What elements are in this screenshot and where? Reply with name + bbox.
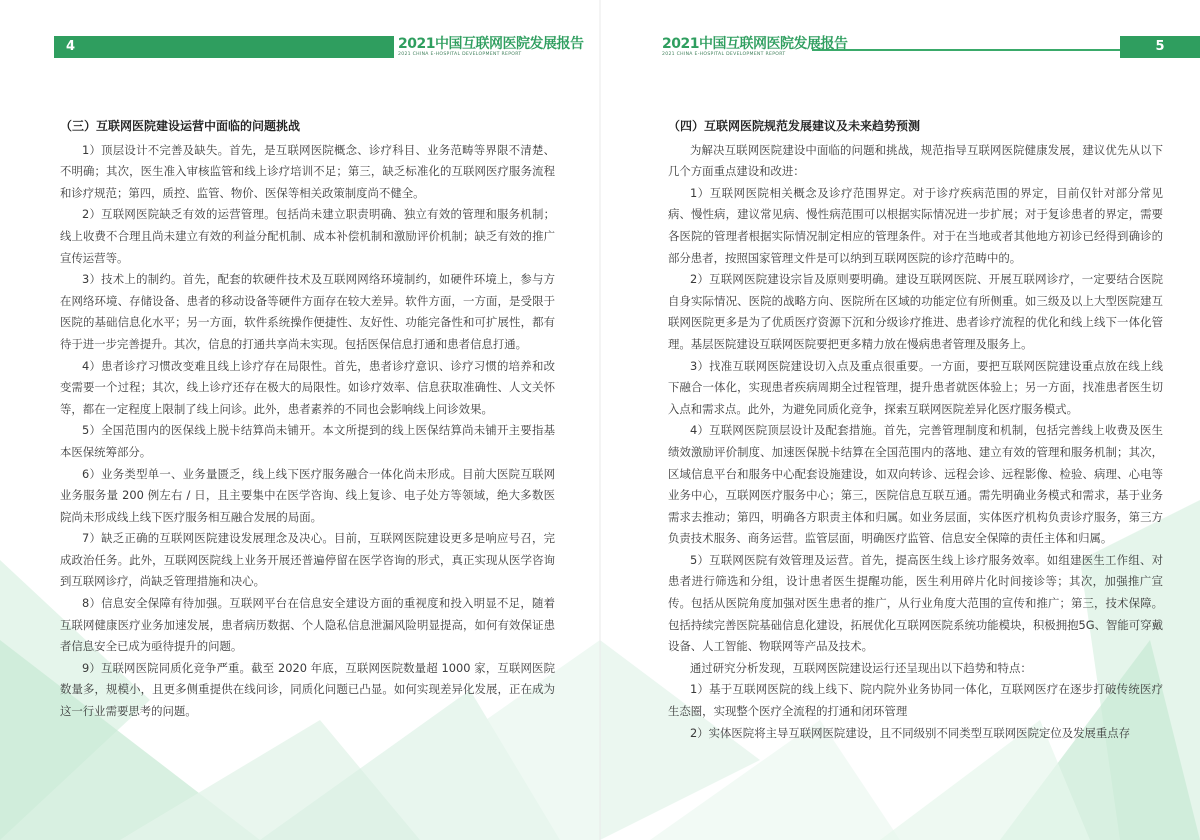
- section-title: （三）互联网医院建设运营中面临的问题挑战: [60, 119, 301, 133]
- section-title: （四）互联网医院规范发展建议及未来趋势预测: [668, 119, 921, 133]
- paragraph: 1）基于互联网医院的线上线下、院内院外业务协同一体化，互联网医疗在逐步打破传统医疗生态圈，实现整个医疗全流程的打通和闭环管理: [668, 682, 1163, 719]
- paragraph: 2）互联网医院建设宗旨及原则要明确。建设互联网医院、开展互联网诊疗，一定要结合医院自身实际情况、医院的战略方向、医院所在区域的功能定位有所侧重。如三级及以上大型医院建互联网医院更多是为了优质医疗资源下沉和分级诊疗推进、患者诊疗流程的优化和线上线下一体化管理。基层医院建设互联网医院要把更多精力放在慢病患者管理及服务上。: [668, 272, 1163, 351]
- paragraph: 6）业务类型单一、业务量匮乏，线上线下医疗服务融合一体化尚未形成。目前大医院互联网业务服务量 200 例左右 / 日，且主要集中在医学咨询、线上复诊、电子处方等领域，绝大多数医院尚未形成线上线下医疗服务相互融合发展的局面。: [60, 466, 555, 524]
- paragraph: 8）信息安全保障有待加强。互联网平台在信息安全建设方面的重视度和投入明显不足，随着互联网健康医疗业务加速发展，患者病历数据、个人隐私信息泄漏风险明显提高，如何有效保证患者信息安全已成为亟待提升的问题。: [60, 596, 555, 654]
- right-body: [668, 116, 1163, 744]
- report-brand: [662, 36, 862, 58]
- brand-title: 2021中国互联网医院发展报告: [398, 36, 584, 52]
- page-number: 5: [1155, 39, 1165, 54]
- paragraph: 2）互联网医院缺乏有效的运营管理。包括尚未建立职责明确、独立有效的管理和服务机制；线上收费不合理且尚未建立有效的利益分配机制、成本补偿机制和激励评价机制；缺乏有效的推广宣传运营等。: [60, 207, 555, 265]
- paragraph: 3）找准互联网医院建设切入点及重点很重要。一方面，要把互联网医院建设重点放在线上线下融合一体化，实现患者疾病周期全过程管理，提升患者就医体验上；另一方面，找准患者医生切入点和需求点。此外，为避免同质化竞争，探索互联网医院差异化医疗服务模式。: [668, 358, 1163, 416]
- paragraph: 7）缺乏正确的互联网医院建设发展理念及决心。目前，互联网医院建设更多是响应号召，完成政治任务。此外，互联网医院线上业务开展还普遍停留在医学咨询的形式，真正实现从医学咨询到互联网诊疗，尚缺乏管理措施和决心。: [60, 531, 555, 589]
- paragraph: 1）互联网医院相关概念及诊疗范围界定。对于诊疗疾病范围的界定，目前仅针对部分常见病、慢性病，建议常见病、慢性病范围可以根据实际情况进一步扩展；对于复诊患者的界定，需要各医院的管理者根据实际情况制定相应的管理条件。对于在当地或者其他地方初诊已经得到确诊的部分患者，按照国家管理文件是可以纳到互联网医院的诊疗范畴中的。: [668, 185, 1163, 265]
- paragraph: 4）患者诊疗习惯改变难且线上诊疗存在局限性。首先，患者诊疗意识、诊疗习惯的培养和改变需要一个过程；其次，线上诊疗还存在极大的局限性。如诊疗效率、信息获取准确性、人文关怀等，都在一定程度上限制了线上问诊。此外，患者素养的不同也会影响线上问诊效果。: [60, 358, 555, 416]
- paragraph: 5）全国范围内的医保线上脱卡结算尚未铺开。本文所提到的线上医保结算尚未铺开主要指基本医保统筹部分。: [60, 423, 555, 459]
- page-number: 4: [66, 39, 76, 54]
- paragraph: 2）实体医院将主导互联网医院建设，且不同级别不同类型互联网医院定位及发展重点存: [690, 725, 1131, 740]
- paragraph: 9）互联网医院同质化竞争严重。截至 2020 年底，互联网医院数量超 1000 家，互联网医院数量多，规模小，且更多侧重提供在线问诊，同质化问题已凸显。如何实现差异化发展，正在成为这一行业需要思考的问题。: [60, 660, 555, 719]
- paragraph: 5）互联网医院有效管理及运营。首先，提高医生线上诊疗服务效率。如组建医生工作组、对患者进行筛选和分组，设计患者医生提醒功能，医生利用碎片化时间接诊等；其次，加强推广宣传。包括从医院角度加强对医生患者的推广，从行业角度大范围的宣传和推广；第三，技术保障。包括持续完善医院基础信息化建设，拓展优化互联网医院系统功能模块，积极拥抱5G、智能可穿戴设备、人工智能、物联网等产品及技术。: [668, 552, 1163, 654]
- paragraph: 通过研究分析发现，互联网医院建设运行还呈现出以下趋势和特点：: [690, 660, 1032, 675]
- brand-title: 2021中国互联网医院发展报告: [662, 36, 848, 52]
- paragraph: 1）顶层设计不完善及缺失。首先，是互联网医院概念、诊疗科目、业务范畴等界限不清楚、不明确；其次，医生准入审核监管和线上诊疗培训不足；第三，缺乏标准化的互联网医疗服务流程和诊疗规范；第四，质控、监管、物价、医保等相关政策制度尚不健全。: [60, 142, 555, 200]
- paragraph: 为解决互联网医院建设中面临的问题和挑战，规范指导互联网医院健康发展，建议优先从以下几个方面重点建设和改进：: [668, 142, 1163, 179]
- paragraph: 3）技术上的制约。首先，配套的软硬件技术及互联网网络环境制约，如硬件环境上，参与方在网络环境、存储设备、患者的移动设备等硬件方面存在较大差异。软件方面，一方面，是受限于医院的基础信息化水平；另一方面，软件系统操作便捷性、友好性、功能完备性和可扩展性，都有待于进一步完善提升。其次，信息的打通共享尚未实现。包括医保信息打通和患者信息打通。: [60, 272, 555, 351]
- brand-subtitle: 2021 CHINA E-HOSPITAL DEVELOPMENT REPORT: [398, 52, 522, 57]
- brand-subtitle: 2021 CHINA E-HOSPITAL DEVELOPMENT REPORT: [662, 52, 786, 57]
- paragraph: 4）互联网医院顶层设计及配套措施。首先，完善管理制度和机制，包括完善线上收费及医生绩效激励评价制度、加速医保脱卡结算在全国范围内的落地、建立有效的管理和服务机制；其次，区域信息平台和服务中心配套设施建设，如双向转诊、远程会诊、远程影像、检验、病理、心电等业务中心，互联网医疗服务中心；第三，医院信息互联互通。需先明确业务模式和需求，基于业务需求去推动；第四，明确各方职责主体和归属。如业务层面，实体医疗机构负责诊疗服务，第三方负责技术服务、商务运营。监管层面，明确医疗监管、信息安全保障的责任主体和归属。: [668, 423, 1163, 546]
- page-number-tab: [1120, 36, 1200, 58]
